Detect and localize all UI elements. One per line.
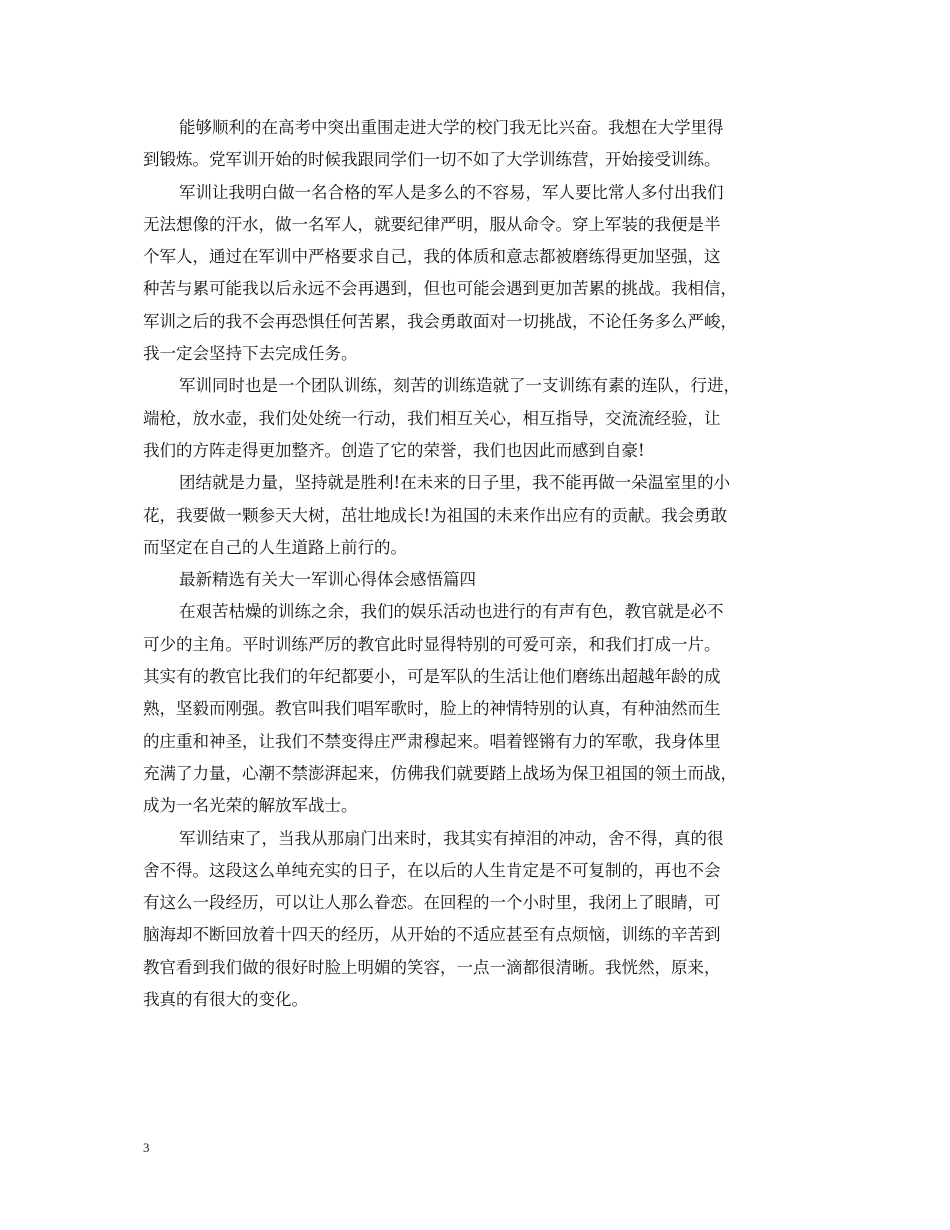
text-line: 的庄重和神圣，让我们不禁变得庄严肃穆起来。唱着铿锵有力的军歌，我身体里	[143, 731, 721, 751]
text-line: 无法想像的汗水，做一名军人，就要纪律严明，服从命令。穿上军装的我便是半	[143, 214, 721, 234]
text-line: 有这么一段经历，可以让人那么眷恋。在回程的一个小时里，我闭上了眼睛，可	[143, 893, 721, 913]
text-line: 最新精选有关大一军训心得体会感悟篇四	[179, 570, 476, 590]
text-line: 种苦与累可能我以后永远不会再遇到，但也可能会遇到更加苦累的挑战。我相信，	[143, 279, 737, 299]
page-number: 3	[143, 1140, 150, 1155]
text-line: 个军人，通过在军训中严格要求自己，我的体质和意志都被磨练得更加坚强，这	[143, 247, 721, 267]
text-line: 我一定会坚持下去完成任务。	[143, 344, 358, 364]
text-line: 我们的方阵走得更加整齐。创造了它的荣誉，我们也因此而感到自豪!	[143, 440, 645, 460]
text-line: 能够顺利的在高考中突出重围走进大学的校门我无比兴奋。我想在大学里得	[179, 118, 724, 137]
body-text	[143, 112, 823, 1016]
text-line: 团结就是力量，坚持就是胜利!在未来的日子里，我不能再做一朵温室里的小	[179, 473, 731, 493]
text-line: 充满了力量，心潮不禁澎湃起来，仿佛我们就要踏上战场为保卫祖国的领土而战，	[143, 763, 737, 783]
text-line: 其实有的教官比我们的年纪都要小，可是军队的生活让他们磨练出超越年龄的成	[143, 667, 721, 687]
text-line: 舍不得。这段这么单纯充实的日子，在以后的人生肯定是不可复制的，再也不会	[143, 860, 721, 880]
text-line: 在艰苦枯燥的训练之余，我们的娱乐活动也进行的有声有色，教官就是必不	[179, 602, 724, 622]
text-line: 花，我要做一颗参天大树，茁壮地成长!为祖国的未来作出应有的贡献。我会勇敢	[143, 505, 728, 525]
text-line: 成为一名光荣的解放军战士。	[143, 796, 358, 816]
text-line: 军训结束了，当我从那扇门出来时，我其实有掉泪的冲动，舍不得，真的很	[179, 828, 724, 848]
text-line: 脑海却不断回放着十四天的经历，从开始的不适应甚至有点烦恼，训练的辛苦到	[143, 925, 721, 945]
text-line: 军训之后的我不会再恐惧任何苦累，我会勇敢面对一切挑战，不论任务多么严峻，	[143, 311, 737, 331]
text-line: 军训让我明白做一名合格的军人是多么的不容易，军人要比常人多付出我们	[179, 182, 724, 202]
text-line: 而坚定在自己的人生道路上前行的。	[143, 537, 407, 557]
text-line: 军训同时也是一个团队训练，刻苦的训练造就了一支训练有素的连队，行进，	[179, 376, 740, 396]
text-line: 我真的有很大的变化。	[143, 990, 308, 1010]
text-line: 熟，坚毅而刚强。教官叫我们唱军歌时，脸上的神情特别的认真，有种油然而生	[143, 699, 721, 719]
text-line: 到锻炼。党军训开始的时候我跟同学们一切不如了大学训练营，开始接受训练。	[143, 150, 721, 170]
text-line: 教官看到我们做的很好时脸上明媚的笑容，一点一滴都很清晰。我恍然，原来，	[143, 957, 721, 977]
text-line: 可少的主角。平时训练严厉的教官此时显得特别的可爱可亲，和我们打成一片。	[143, 634, 721, 654]
text-line: 端枪，放水壶，我们处处统一行动，我们相互关心，相互指导，交流流经验，让	[143, 408, 721, 428]
